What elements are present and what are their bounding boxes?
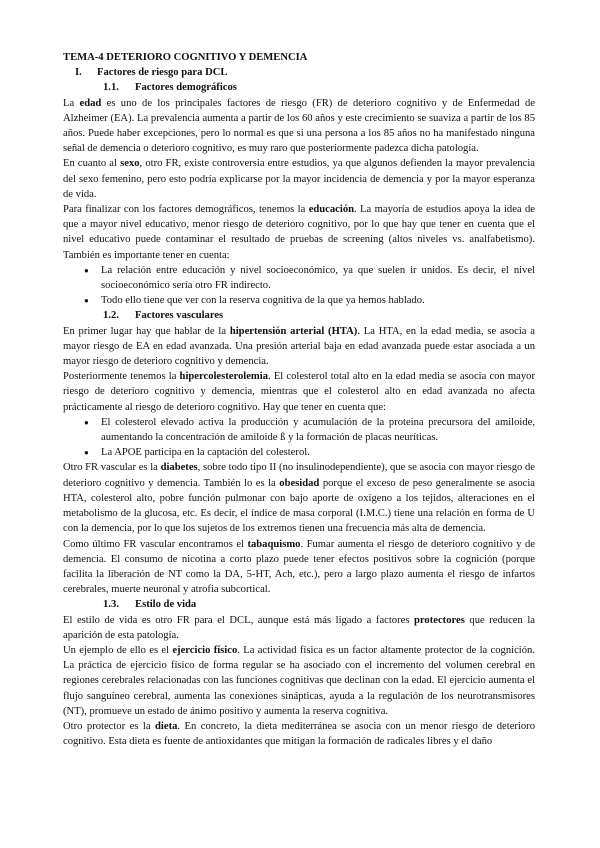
bullet-list-educacion (63, 263, 535, 309)
paragraph-estilo-vida: El estilo de vida es otro FR para el DCL, aunque está más ligado a factores protectores que reducen la aparición de esta patología. (63, 614, 535, 641)
subsection-label: Factores demográficos (135, 82, 237, 94)
paragraph-diabetes-obesidad: Otro FR vascular es la diabetes, sobre todo tipo II (no insulinodependiente), que se asocia con mayor riesgo de deterioro cognitivo y demencia. También lo es la obesidad porque el exceso de peso generalmente se asocia HTA, colesterol alto, pobre función pulmonar con bajo aporte de oxígeno a los tejidos, alteraciones en el metabolismo de la glucosa, etc. Es decir, el índice de masa corporal (I.M.C.) tiene una relación en forma de U con la demencia, por lo que los sujetos de los extremos tienen una frecuencia más alta de demencia. (63, 462, 536, 535)
section-number: I. (75, 67, 82, 79)
document-body (63, 50, 535, 749)
list-item: ● El colesterol elevado activa la producción y acumulación de la proteína precursora del amiloide, aumentando la concentración de amiloide ß y la formación de placas neuríticas. (101, 415, 535, 445)
subsection-number: 1.2. (103, 310, 119, 322)
section-heading-1 (63, 65, 535, 80)
bullet-list-colesterol (63, 415, 535, 461)
subsection-heading-1-3 (63, 597, 535, 612)
paragraph-educacion: Para finalizar con los factores demográficos, tenemos la educación. La mayoría de estudios apoya la idea de que a mayor nivel educativo, menor riesgo de deterioro cognitivo, por lo que hay que tener en cuenta que el nivel educativo puede contaminar el resultado de pruebas de screening (altos niveles vs. analfabetismo). También es importante tener en cuenta: (63, 204, 535, 261)
subsection-label: Factores vasculares (135, 310, 224, 322)
paragraph-hta: En primer lugar hay que hablar de la hipertensión arterial (HTA). La HTA, en la edad media, se asocia a mayor riesgo de EA en edad avanzada. Una presión arterial baja en edad avanzada puede estar asociada a un mayor riesgo de deterioro cognitivo y demencia. (63, 325, 535, 368)
subsection-heading-1-1 (63, 80, 535, 95)
paragraph-sexo: En cuanto al sexo, otro FR, existe controversia entre estudios, ya que algunos defienden la mayor prevalencia del sexo femenino, pero esto podría explicarse por la mayor incidencia de demencia y por la mayor esperanza de vida. (63, 158, 535, 200)
paragraph-hipercolesterolemia: Posteriormente tenemos la hipercolesterolemia. El colesterol total alto en la edad media se asocia con mayor riesgo de deterioro cognitivo y demencia, mientras que el colesterol alto en edad avanzada no afecta prácticamente al riesgo de deterioro cognitivo. Hay que tener en cuenta que: (63, 371, 535, 413)
list-item: ● La relación entre educación y nivel socioeconómico, ya que suelen ir unidos. Es decir, el nivel socioeconómico sería otro FR indirecto. (101, 263, 535, 293)
subsection-heading-1-2 (63, 308, 535, 323)
subsection-label: Estilo de vida (135, 599, 197, 611)
section-label: Factores de riesgo para DCL (97, 67, 228, 79)
paragraph-ejercicio: Un ejemplo de ello es el ejercicio físico. La actividad física es un factor altamente protector de la cognición. La práctica de ejercicio físico de forma regular se ha asociado con el incremento del volumen cerebral en regiones cerebrales relacionadas con las funciones cognitivas que declinan con la edad. El ejercicio aumenta el flujo sanguíneo cerebral, aumenta las conexiones sinápticas, ayuda a la regulación de los neurotransmisores (NT), promueve un estado de ánimo positivo y aumenta la reserva cognitiva. (63, 644, 535, 717)
document-title: TEMA-4 DETERIORO COGNITIVO Y DEMENCIA (63, 52, 308, 63)
subsection-number: 1.1. (103, 82, 119, 94)
list-item: ● Todo ello tiene que ver con la reserva cognitiva de la que ya hemos hablado. (101, 293, 535, 308)
paragraph-tabaquismo: Como último FR vascular encontramos el tabaquismo. Fumar aumenta el riesgo de deterioro cognitivo y de demencia. El consumo de nicotina a corto plazo puede tener efectos positivos sobre la cognición (porque facilita la liberación de NT como la DA, 5-HT, Ach, etc.), pero a largo plazo aumenta el riesgo de infartos cerebrales, muerte neuronal y atrofia subcortical. (63, 538, 535, 596)
paragraph-dieta: Otro protector es la dieta. En concreto, la dieta mediterránea se asocia con un menor riesgo de deterioro cognitivo. Esta dieta es fuente de antioxidantes que mitigan la formación de radicales libres y el daño (63, 720, 535, 748)
paragraph-edad: La edad es uno de los principales factores de riesgo (FR) de deterioro cognitivo y de Enfermedad de Alzheimer (EA). La prevalencia aumenta a partir de los 60 años y este crecimiento se suaviza a partir de los 85 años. Puede haber excepciones, pero lo normal es que si una persona a los 85 años no ha manifestado ninguna señal de demencia o deterioro cognitivo, es muy raro que posteriormente padezca dicha patología. (63, 97, 535, 155)
subsection-number: 1.3. (103, 599, 119, 611)
list-item: ● La APOE participa en la captación del colesterol. (101, 445, 535, 460)
